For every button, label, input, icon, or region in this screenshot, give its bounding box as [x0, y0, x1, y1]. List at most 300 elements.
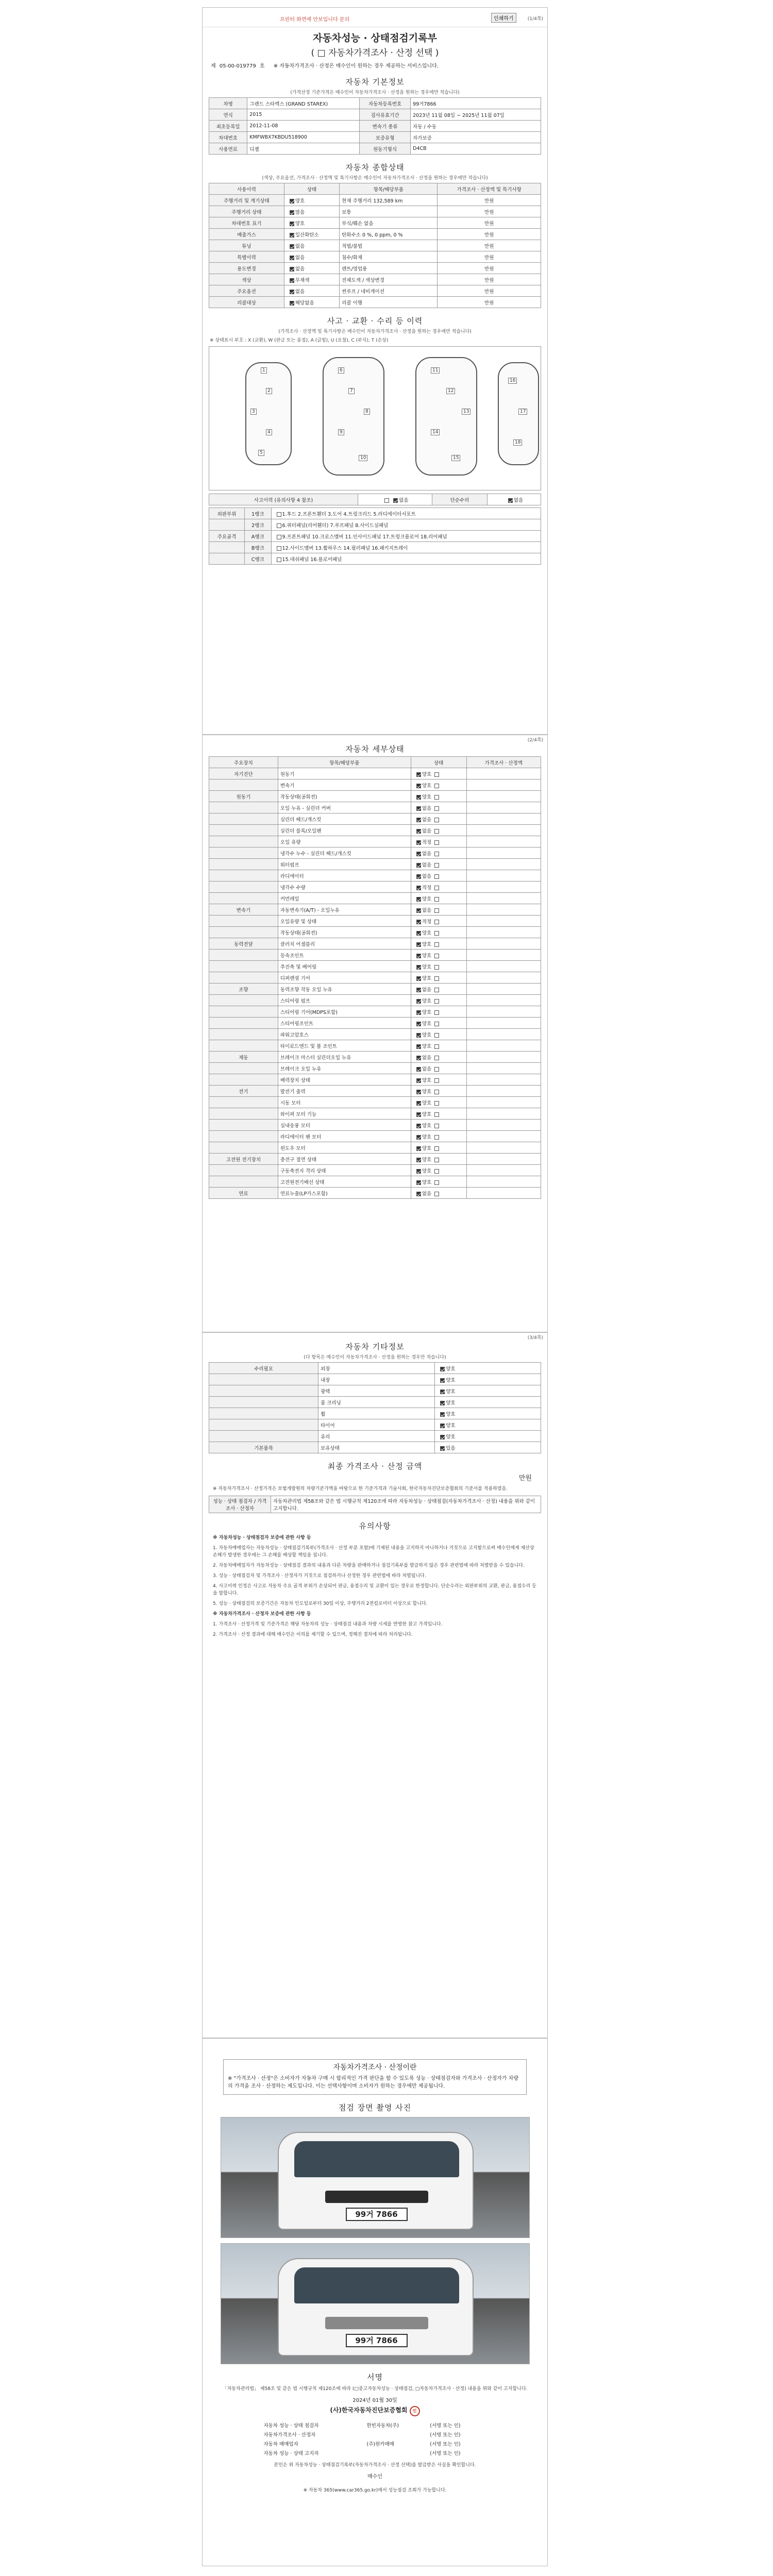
- other-row: [209, 1431, 541, 1442]
- hist-yes-check[interactable]: [384, 498, 389, 503]
- details-check-alt[interactable]: [434, 988, 439, 992]
- diagram-part-label: 18: [513, 439, 522, 446]
- page-number-2: (2/4쪽): [527, 738, 543, 743]
- details-check[interactable]: [416, 999, 421, 1004]
- details-status: [411, 1074, 466, 1086]
- details-group: 제동: [209, 1052, 278, 1063]
- details-check[interactable]: [416, 863, 421, 868]
- parts-check[interactable]: [277, 557, 281, 562]
- overall-item: 렌트/영업용: [340, 263, 438, 274]
- details-check-alt[interactable]: [434, 1146, 439, 1151]
- status-check[interactable]: [290, 233, 294, 238]
- details-check-alt[interactable]: [434, 976, 439, 981]
- details-status-text: 없음: [422, 805, 432, 811]
- details-item: 연료누출(LP가스포함): [278, 1188, 411, 1199]
- status-check[interactable]: [290, 301, 294, 306]
- details-row: [209, 1165, 541, 1176]
- diagram-part-label: 3: [250, 409, 257, 415]
- overall-status-text: 없음: [295, 243, 305, 249]
- details-price: [466, 859, 541, 870]
- basic-value: 자동 / 수동: [411, 121, 541, 132]
- details-check-alt[interactable]: [434, 874, 439, 879]
- details-table: [209, 756, 541, 1199]
- details-check-alt[interactable]: [434, 942, 439, 947]
- parts-group: 주요골격: [209, 531, 245, 542]
- details-group: [209, 893, 278, 904]
- details-check-alt[interactable]: [434, 795, 439, 800]
- overall-label: 용도변경: [209, 263, 284, 274]
- details-check[interactable]: [416, 1033, 421, 1038]
- doc-subtitle: ( □ 자동차가격조사 · 산정 선택 ): [311, 48, 439, 58]
- details-status: [411, 1006, 466, 1018]
- final-text: ※ 자동차가격조사 · 산정가격은 보험개발원의 차량기준가액을 바탕으로 한 기준가격과 기술사회, 한국자동차진단보증협회의 기준서를 적용하였음.: [213, 1486, 508, 1492]
- page-number: (1/4쪽): [527, 16, 543, 22]
- details-check[interactable]: [416, 988, 421, 992]
- signature-mark: (서명 또는 인): [430, 2432, 461, 2438]
- other-group: [209, 1374, 318, 1385]
- other-item: 보유상태: [318, 1442, 435, 1453]
- status-check[interactable]: [290, 256, 294, 260]
- hist-none-check[interactable]: [393, 498, 398, 503]
- overall-note: (색상, 주요옵션, 가격조사 · 산정액 및 특기사항은 매수인이 자동차가격조사 · 산정을 원하는 경우에만 적습니다): [262, 176, 488, 181]
- overall-label: 주요옵션: [209, 285, 284, 297]
- other-row: [209, 1363, 541, 1374]
- details-check-alt[interactable]: [434, 1067, 439, 1072]
- other-row: [209, 1419, 541, 1431]
- overall-item: 리콜 이행: [340, 297, 438, 308]
- details-check[interactable]: [416, 806, 421, 811]
- details-row: [209, 836, 541, 848]
- basic-row: [209, 98, 541, 109]
- details-status-text: 양호: [422, 1111, 432, 1117]
- basic-value: 자가보증: [411, 132, 541, 143]
- status-check[interactable]: [290, 199, 294, 204]
- other-check[interactable]: [440, 1446, 445, 1451]
- other-status: [435, 1431, 541, 1442]
- details-check-alt[interactable]: [434, 908, 439, 913]
- diagram-part-label: 16: [508, 378, 517, 384]
- overall-status-text: 일산화탄소: [295, 232, 319, 238]
- info-text: ※ "가격조사 · 산정"은 소비자가 자동차 구매 시 합리적인 가격 판단을 할 수 있도록 성능 · 상태점검자와 가격조사 · 산정자가 차량의 가격을 조사 · 산정하는 제도입니다. 이는 선택사항이며 소비자가 원하는 경우에만 제공됩니다.: [228, 2076, 519, 2089]
- details-status-text: 없음: [422, 873, 432, 879]
- details-check-alt[interactable]: [434, 772, 439, 777]
- details-item: 라디에이터: [278, 870, 411, 882]
- details-status-text: 양호: [422, 1157, 432, 1163]
- details-row: [209, 1063, 541, 1074]
- details-check[interactable]: [416, 976, 421, 981]
- details-status-text: 없음: [422, 1191, 432, 1197]
- other-status: [435, 1397, 541, 1408]
- details-check[interactable]: [416, 954, 421, 958]
- details-status-text: 적정: [422, 885, 432, 891]
- page-1: [202, 7, 548, 735]
- overall-price: 만원: [438, 195, 541, 206]
- overall-status: [284, 229, 339, 240]
- details-check[interactable]: [416, 795, 421, 800]
- details-check[interactable]: [416, 1146, 421, 1151]
- details-item: 실린더 블록/오일팬: [278, 825, 411, 836]
- details-status: [411, 1040, 466, 1052]
- signature-org: [203, 2405, 547, 2416]
- details-row: [209, 1120, 541, 1131]
- details-check[interactable]: [416, 829, 421, 834]
- doc-no-label: 제: [211, 63, 216, 69]
- details-group: 동력전달: [209, 938, 278, 950]
- details-row: [209, 961, 541, 972]
- details-check-alt[interactable]: [434, 1033, 439, 1038]
- details-check-alt[interactable]: [434, 1192, 439, 1196]
- overall-row: [209, 285, 541, 297]
- details-price: [466, 927, 541, 938]
- final-sign-row: 성능 · 상태 점검자 / 가격조사 · 산정자: [209, 1496, 271, 1513]
- doc-title: 자동차성능 · 상태점검기록부: [313, 32, 437, 44]
- details-check-alt[interactable]: [434, 886, 439, 890]
- details-status: [411, 1120, 466, 1131]
- details-check[interactable]: [416, 931, 421, 936]
- details-check[interactable]: [416, 908, 421, 913]
- other-status: [435, 1363, 541, 1374]
- details-group: 자기진단: [209, 768, 278, 779]
- diagram-part-label: 8: [364, 409, 370, 415]
- details-price: [466, 893, 541, 904]
- details-check-alt[interactable]: [434, 1169, 439, 1174]
- details-row: [209, 1074, 541, 1086]
- details-status-text: 없음: [422, 987, 432, 993]
- details-status-text: 적정: [422, 919, 432, 925]
- details-check-alt[interactable]: [434, 999, 439, 1004]
- overall-row: [209, 195, 541, 206]
- caution-item-2: 1. 가격조사 · 산정가격 및 기준가격은 해당 자동차의 성능 · 상태점검 내용과 차량 시세를 반영한 참고 가격입니다.: [213, 1622, 443, 1627]
- details-status-text: 양호: [422, 964, 432, 970]
- signature-law: 「자동차관리법」 제58조 및 같은 법 시행규칙 제120조에 따라 (□중고자동차성능 · 상태점검, □자동차가격조사 · 산정) 내용을 위와 같이 고지합니다.: [222, 2386, 528, 2392]
- basic-row: [209, 143, 541, 155]
- details-item: 변속기: [278, 779, 411, 791]
- details-row: [209, 802, 541, 814]
- signature-org-name: (사)한국자동차진단보증협회: [330, 2406, 408, 2414]
- signature-role: 자동차 매매업자: [263, 2442, 298, 2447]
- basic-value: D4CB: [411, 143, 541, 155]
- status-check[interactable]: [290, 290, 294, 294]
- overall-price: 만원: [438, 285, 541, 297]
- diagram-part-label: 5: [258, 450, 264, 456]
- overall-row: [209, 263, 541, 274]
- other-status-text: 양호: [446, 1434, 456, 1440]
- details-item: 원동기: [278, 768, 411, 779]
- details-price: [466, 825, 541, 836]
- other-check[interactable]: [440, 1401, 445, 1405]
- details-item: 오일 누유 - 실린더 커버: [278, 802, 411, 814]
- diagram-part-label: 7: [348, 388, 355, 394]
- other-check[interactable]: [440, 1378, 445, 1383]
- details-check-alt[interactable]: [434, 1022, 439, 1026]
- caution-item: 3. 성능 · 상태점검자 및 가격조사 · 산정자가 거짓으로 점검하거나 산정한 경우 관련법에 따라 처벌됩니다.: [213, 1573, 426, 1579]
- buyer-label: 매수인: [367, 2474, 382, 2480]
- details-group: [209, 961, 278, 972]
- other-status: [435, 1385, 541, 1397]
- repair-none-check[interactable]: [508, 498, 513, 503]
- details-check[interactable]: [416, 1067, 421, 1072]
- details-check-alt[interactable]: [434, 1010, 439, 1015]
- signature-mark: (서명 또는 인): [430, 2442, 461, 2447]
- details-price: [466, 1006, 541, 1018]
- details-check-alt[interactable]: [434, 897, 439, 902]
- details-check-alt[interactable]: [434, 965, 439, 970]
- details-status: [411, 904, 466, 916]
- details-check[interactable]: [416, 1180, 421, 1185]
- other-group: 수리필요: [209, 1363, 318, 1374]
- details-check[interactable]: [416, 1112, 421, 1117]
- diagram-part-label: 10: [359, 455, 367, 461]
- details-check-alt[interactable]: [434, 1124, 439, 1128]
- status-check[interactable]: [290, 222, 294, 226]
- details-group: [209, 1097, 278, 1108]
- parts-check[interactable]: [277, 535, 281, 539]
- other-item: 룸 크리닝: [318, 1397, 435, 1408]
- details-check-alt[interactable]: [434, 840, 439, 845]
- status-check[interactable]: [290, 244, 294, 249]
- final-sign-table: [209, 1496, 541, 1513]
- overall-item: 썬루프 / 네비게이션: [340, 285, 438, 297]
- details-row: [209, 870, 541, 882]
- details-check-alt[interactable]: [434, 852, 439, 856]
- basic-label: 원동기형식: [360, 143, 411, 155]
- overall-label: 리콜대상: [209, 297, 284, 308]
- page-3: [202, 1332, 548, 2038]
- other-status: [435, 1408, 541, 1419]
- details-check-alt[interactable]: [434, 806, 439, 811]
- details-status: [411, 870, 466, 882]
- van-rear: [278, 2258, 474, 2356]
- details-item: 커먼레일: [278, 893, 411, 904]
- details-status: [411, 961, 466, 972]
- parts-check[interactable]: [277, 512, 281, 517]
- details-check[interactable]: [416, 772, 421, 777]
- details-check[interactable]: [416, 852, 421, 856]
- signature-name: [365, 2430, 428, 2439]
- details-check-alt[interactable]: [434, 1135, 439, 1140]
- details-check-alt[interactable]: [434, 829, 439, 834]
- details-check-alt[interactable]: [434, 1056, 439, 1060]
- details-group: [209, 1029, 278, 1040]
- details-status: [411, 1086, 466, 1097]
- details-status-text: 없음: [422, 1066, 432, 1072]
- details-check[interactable]: [416, 965, 421, 970]
- details-price: [466, 1165, 541, 1176]
- details-check[interactable]: [416, 840, 421, 845]
- details-check[interactable]: [416, 920, 421, 924]
- other-status-text: 양호: [446, 1388, 456, 1395]
- details-row: [209, 882, 541, 893]
- details-check[interactable]: [416, 886, 421, 890]
- parts-rank: B랭크: [245, 542, 271, 553]
- details-group: [209, 1176, 278, 1188]
- details-group: 고전원 전기장치: [209, 1154, 278, 1165]
- details-check-alt[interactable]: [434, 1078, 439, 1083]
- status-check[interactable]: [290, 267, 294, 272]
- overall-status: [284, 297, 339, 308]
- other-note: (다 항목은 매수인이 자동차가격조사 · 산정을 원하는 경우만 적습니다): [304, 1355, 446, 1360]
- details-check[interactable]: [416, 1056, 421, 1060]
- basic-label: 자동차등록번호: [360, 98, 411, 109]
- details-check-alt[interactable]: [434, 863, 439, 868]
- license-plate: 99거 7866: [346, 2208, 408, 2221]
- details-check[interactable]: [416, 1124, 421, 1128]
- details-price: [466, 882, 541, 893]
- details-status: [411, 814, 466, 825]
- signature-row: [262, 2430, 489, 2439]
- other-status-text: 양호: [446, 1400, 456, 1406]
- parts-row: [209, 508, 541, 519]
- details-check-alt[interactable]: [434, 1044, 439, 1049]
- parts-check[interactable]: [277, 546, 281, 551]
- other-status: [435, 1419, 541, 1431]
- details-status: [411, 1018, 466, 1029]
- other-status: [435, 1374, 541, 1385]
- overall-price: 만원: [438, 274, 541, 285]
- other-status: [435, 1442, 541, 1453]
- other-check[interactable]: [440, 1435, 445, 1439]
- page-number-3: (3/4쪽): [527, 1335, 543, 1341]
- overall-status: [284, 285, 339, 297]
- details-check[interactable]: [416, 1192, 421, 1196]
- details-check[interactable]: [416, 1044, 421, 1049]
- other-row: [209, 1397, 541, 1408]
- details-group: [209, 859, 278, 870]
- other-check[interactable]: [440, 1389, 445, 1394]
- details-check[interactable]: [416, 942, 421, 947]
- doc-no-suffix: 호: [259, 63, 265, 69]
- basic-value: 그랜드 스타렉스 (GRAND STAREX): [247, 98, 360, 109]
- status-check[interactable]: [290, 278, 294, 283]
- details-check-alt[interactable]: [434, 931, 439, 936]
- details-check[interactable]: [416, 1022, 421, 1026]
- signature-name: [365, 2448, 428, 2458]
- details-check[interactable]: [416, 1090, 421, 1094]
- details-item: 브레이크 마스터 실린더오일 누유: [278, 1052, 411, 1063]
- details-status-text: 없음: [422, 862, 432, 868]
- inspection-photo-2: [221, 2243, 530, 2364]
- signature-mark: (서명 또는 인): [430, 2451, 461, 2456]
- details-check[interactable]: [416, 874, 421, 879]
- other-check[interactable]: [440, 1423, 445, 1428]
- signature-role: 자동차 성능 · 상태 점검자: [263, 2423, 319, 2429]
- details-check-alt[interactable]: [434, 1158, 439, 1162]
- van-front: [278, 2132, 474, 2230]
- details-group: [209, 836, 278, 848]
- details-status: [411, 995, 466, 1006]
- basic-label: 차명: [209, 98, 247, 109]
- other-check[interactable]: [440, 1412, 445, 1417]
- details-row: [209, 825, 541, 836]
- other-group: [209, 1431, 318, 1442]
- details-group: [209, 825, 278, 836]
- diagram-part-label: 15: [451, 455, 460, 461]
- signature-table: [262, 2420, 489, 2458]
- details-check-alt[interactable]: [434, 1101, 439, 1106]
- details-check-alt[interactable]: [434, 1180, 439, 1185]
- details-check-alt[interactable]: [434, 1112, 439, 1117]
- details-check[interactable]: [416, 818, 421, 822]
- overall-status-text: 해당없음: [295, 300, 314, 306]
- overall-price: 만원: [438, 217, 541, 229]
- details-row: [209, 848, 541, 859]
- final-title: 최종 가격조사 · 산정 금액: [327, 1462, 423, 1471]
- details-check-alt[interactable]: [434, 920, 439, 924]
- accident-note: (가격조사 · 산정액 및 특기사항은 매수인이 자동차가격조사 · 산정을 원하는 경우에만 적습니다): [278, 329, 472, 334]
- basic-label: 보증유형: [360, 132, 411, 143]
- details-check-alt[interactable]: [434, 954, 439, 958]
- details-status-text: 양호: [422, 930, 432, 936]
- details-check-alt[interactable]: [434, 818, 439, 822]
- accident-title: 사고 · 교환 · 수리 등 이력: [327, 316, 423, 326]
- details-check[interactable]: [416, 1135, 421, 1140]
- basic-info-note: (가격산정 기준가격은 매수인이 자동차가격조사 · 산정을 원하는 경우에만 적습니다): [290, 90, 460, 95]
- overall-status: [284, 263, 339, 274]
- parts-list: [271, 542, 541, 553]
- details-row: [209, 1097, 541, 1108]
- details-check[interactable]: [416, 1078, 421, 1083]
- details-status: [411, 1142, 466, 1154]
- parts-check[interactable]: [277, 523, 281, 528]
- top-bar: [203, 8, 547, 27]
- overall-row: [209, 274, 541, 285]
- details-group: [209, 814, 278, 825]
- print-button[interactable]: 인쇄하기: [491, 13, 516, 23]
- accident-legend: ※ 상태표시 부호 : X (교환), W (판금 또는 용접), A (긁힘), U (요철), C (부식), T (손상): [210, 338, 389, 343]
- details-group: 원동기: [209, 791, 278, 802]
- details-check[interactable]: [416, 1169, 421, 1174]
- details-item: 스티어링 기어(MDPS포함): [278, 1006, 411, 1018]
- overall-row: [209, 206, 541, 217]
- details-price: [466, 972, 541, 984]
- details-row: [209, 1086, 541, 1097]
- details-status-text: 양호: [422, 794, 432, 800]
- details-row: [209, 814, 541, 825]
- status-check[interactable]: [290, 210, 294, 215]
- details-group: [209, 927, 278, 938]
- parts-list: [271, 553, 541, 565]
- details-check[interactable]: [416, 897, 421, 902]
- details-head-cell: 상태: [411, 757, 466, 768]
- other-check[interactable]: [440, 1367, 445, 1371]
- details-check[interactable]: [416, 1010, 421, 1015]
- details-check[interactable]: [416, 784, 421, 788]
- details-row: [209, 904, 541, 916]
- details-check[interactable]: [416, 1101, 421, 1106]
- details-check-alt[interactable]: [434, 1090, 439, 1094]
- caution-title: 유의사항: [359, 1521, 391, 1531]
- overall-row: [209, 297, 541, 308]
- overall-price: 만원: [438, 251, 541, 263]
- parts-list: [271, 508, 541, 519]
- other-item: 광택: [318, 1385, 435, 1397]
- details-group: [209, 1165, 278, 1176]
- signature-mark: (서명 또는 인): [430, 2423, 461, 2429]
- details-row: [209, 1006, 541, 1018]
- basic-value: 2023년 11월 08일 ~ 2025년 11월 07일: [411, 109, 541, 121]
- signature-row: [262, 2420, 489, 2430]
- details-group: [209, 950, 278, 961]
- details-status-text: 양호: [422, 896, 432, 902]
- details-group: [209, 1108, 278, 1120]
- details-price: [466, 836, 541, 848]
- details-group: [209, 1040, 278, 1052]
- details-check-alt[interactable]: [434, 784, 439, 788]
- signature-role: 자동차가격조사 · 산정자: [263, 2432, 316, 2438]
- overall-status-text: 양호: [295, 198, 305, 204]
- details-check[interactable]: [416, 1158, 421, 1162]
- details-group: [209, 916, 278, 927]
